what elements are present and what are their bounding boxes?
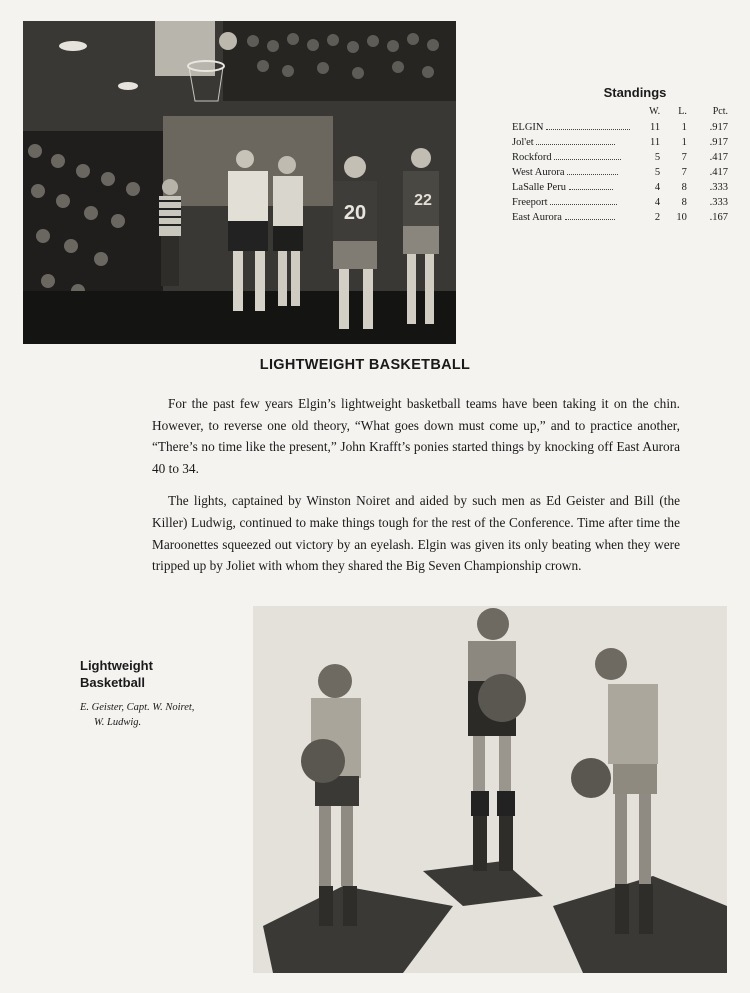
leader-dots: [536, 136, 614, 145]
jersey-number-20: 20: [343, 202, 367, 224]
team-wins: 11: [650, 122, 661, 133]
standings-row: [510, 165, 730, 180]
caption-title-line: Lightweight: [80, 658, 153, 673]
standings-table: [510, 85, 730, 225]
standings-row: [510, 135, 730, 150]
team-pct: .333: [709, 182, 728, 193]
standings-header-losses: L.: [678, 106, 687, 117]
jersey-number-22: 22: [414, 192, 432, 209]
team-losses: 1: [681, 122, 687, 133]
standings-row: [510, 195, 730, 210]
leader-dots: [567, 166, 617, 175]
standings-title: Standings: [603, 85, 667, 100]
caption-title-line: Basketball: [80, 675, 146, 690]
team-losses: 10: [676, 212, 687, 223]
standings-row: [510, 120, 730, 135]
standings-row: [510, 180, 730, 195]
team-wins: 5: [654, 152, 661, 163]
team-name: East Aurora: [510, 210, 635, 225]
team-name: Rockford: [510, 150, 635, 165]
leader-dots: [546, 121, 630, 130]
article-headline: LIGHTWEIGHT BASKETBALL: [259, 357, 471, 373]
standings-row: [510, 210, 730, 225]
team-pct: .917: [709, 122, 728, 133]
standings-header-pct: Pct.: [712, 106, 728, 117]
team-name: ELGIN: [510, 120, 635, 135]
article-paragraph: For the past few years Elgin’s lightweight basketball teams have been taking it on the chin. However, to reverse one old theory, “What goes down must come up,” and to practice another, “There’s no time like the present,” John Krafft’s ponies started things by knocking off East Aurora 40 to 34.: [152, 396, 680, 476]
article-paragraph: The lights, captained by Winston Noiret and aided by such men as Ed Geister and Bill (the Killer) Ludwig, continued to make things tough for the rest of the Conference. Time after time the Maroonettes squeezed out victory by an eyelash. Elgin was given its only beating when they were tripped up by Joliet with whom they shared the Big Seven Championship crown.: [152, 493, 680, 574]
photo-caption-title: [80, 657, 230, 691]
photo-caption-names: [80, 700, 240, 730]
team-portrait-photo: [253, 606, 727, 973]
game-photo-illustration: [23, 21, 456, 344]
leader-dots: [550, 196, 617, 205]
team-name: Jol'et: [510, 135, 635, 150]
team-wins: 2: [654, 212, 661, 223]
team-wins: 4: [654, 182, 661, 193]
team-name: LaSalle Peru: [510, 180, 635, 195]
standings-row: [510, 150, 730, 165]
team-pct: .917: [709, 137, 728, 148]
standings-header-row: [510, 106, 730, 120]
team-pct: .417: [709, 167, 728, 178]
standings-grid: [510, 106, 730, 225]
team-wins: 4: [654, 197, 661, 208]
team-losses: 7: [681, 152, 687, 163]
standings-header-team: [510, 106, 635, 120]
team-pct: .417: [709, 152, 728, 163]
caption-names-line: E. Geister, Capt. W. Noiret,: [80, 702, 195, 713]
leader-dots: [554, 151, 621, 160]
team-pct: .167: [709, 212, 728, 223]
article-body: [152, 393, 680, 588]
team-wins: 5: [654, 167, 661, 178]
standings-header-wins: W.: [649, 106, 661, 117]
team-photo-illustration: [253, 606, 727, 973]
leader-dots: [569, 181, 614, 190]
game-action-photo: [23, 21, 456, 344]
team-losses: 8: [681, 182, 687, 193]
team-losses: 7: [681, 167, 687, 178]
leader-dots: [565, 211, 615, 220]
caption-names-line: W. Ludwig.: [94, 717, 142, 728]
team-name: Freeport: [510, 195, 635, 210]
team-pct: .333: [709, 197, 728, 208]
team-losses: 8: [681, 197, 687, 208]
team-losses: 1: [681, 137, 687, 148]
team-name: West Aurora: [510, 165, 635, 180]
team-wins: 11: [650, 137, 661, 148]
